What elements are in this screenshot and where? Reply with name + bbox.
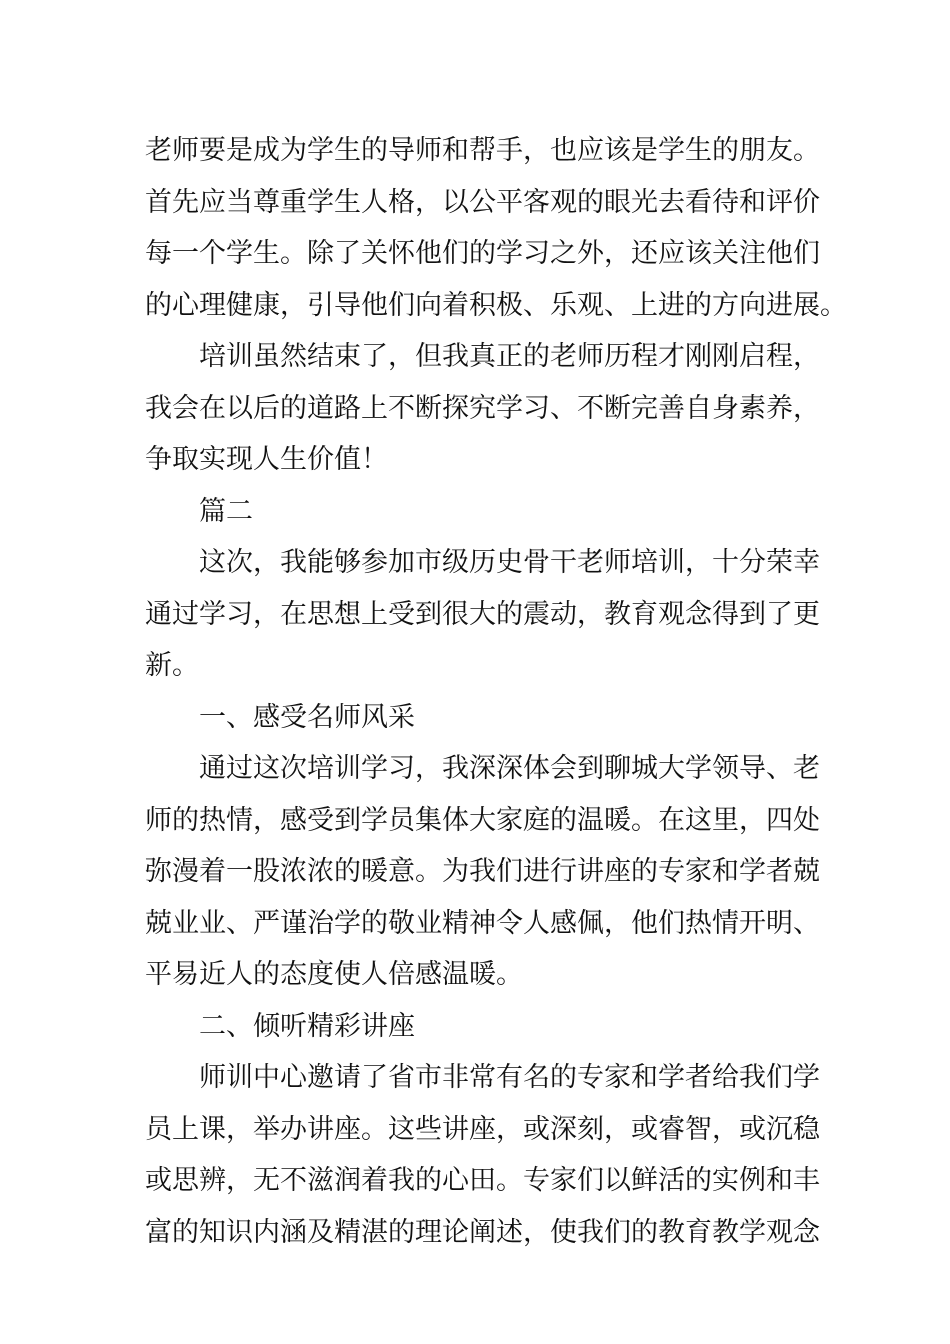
section-heading: 一、感受名师风采: [199, 701, 415, 733]
paragraph-line: 培训虽然结束了，但我真正的老师历程才刚刚启程，: [199, 341, 820, 372]
paragraph-line: 的心理健康，引导他们向着积极、乐观、上进的方向进展。: [145, 289, 847, 321]
paragraph-line: 或思辨，无不滋润着我的心田。专家们以鲜活的实例和丰: [145, 1165, 820, 1196]
document-page: [145, 125, 847, 1258]
paragraph-line: 通过这次培训学习，我深深体会到聊城大学领导、老: [199, 753, 820, 784]
paragraph-line: 师的热情，感受到学员集体大家庭的温暖。在这里，四处: [145, 804, 820, 836]
paragraph-line: 这次，我能够参加市级历史骨干老师培训，十分荣幸: [199, 547, 820, 578]
paragraph-line: 首先应当尊重学生人格，以公平客观的眼光去看待和评价: [145, 186, 820, 218]
paragraph-line: 通过学习，在思想上受到很大的震动，教育观念得到了更: [145, 598, 820, 630]
paragraph-line: 富的知识内涵及精湛的理论阐述，使我们的教育教学观念: [145, 1216, 820, 1248]
paragraph-line: 争取实现人生价值！: [145, 444, 388, 475]
paragraph-line: 平易近人的态度使人倍感温暖。: [145, 959, 523, 990]
paragraph-line: 师训中心邀请了省市非常有名的专家和学者给我们学: [199, 1062, 820, 1093]
paragraph-line: 我会在以后的道路上不断探究学习、不断完善自身素养，: [145, 392, 820, 424]
paragraph-line: 每一个学生。除了关怀他们的学习之外，还应该关注他们: [145, 238, 820, 269]
paragraph-line: 兢业业、严谨治学的敬业精神令人感佩，他们热情开明、: [145, 907, 820, 939]
paragraph-line: 弥漫着一股浓浓的暖意。为我们进行讲座的专家和学者兢: [145, 856, 820, 887]
section-heading: 篇二: [199, 495, 253, 527]
paragraph-line: 员上课，举办讲座。这些讲座，或深刻，或睿智，或沉稳: [145, 1113, 820, 1145]
section-heading: 二、倾听精彩讲座: [199, 1010, 415, 1042]
paragraph-line: 老师要是成为学生的导师和帮手，也应该是学生的朋友。: [145, 135, 820, 166]
paragraph-line: 新。: [145, 650, 199, 681]
